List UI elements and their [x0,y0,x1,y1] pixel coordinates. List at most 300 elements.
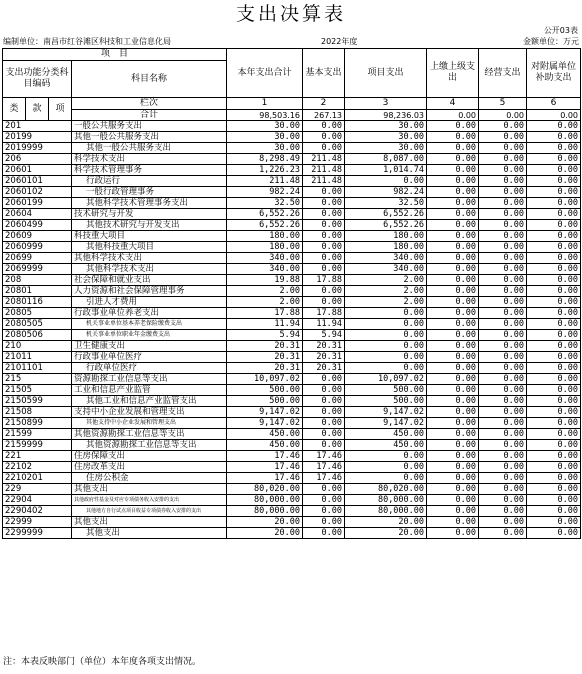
form-code: 公开03表 [543,26,578,35]
total-amount: 10,097.02 [227,374,303,385]
total-amount: 500.00 [227,385,303,396]
subject-name: 社会保障和就业支出 [72,275,227,286]
business-amount: 0.00 [479,198,527,209]
project-amount: 0.00 [345,176,427,187]
subject-name: 其他科学技术支出 [72,264,227,275]
total-amount: 9,147.02 [227,407,303,418]
total-amount: 11.94 [227,319,303,330]
col-upper-cell [427,98,479,121]
project-amount: 2.00 [345,286,427,297]
total-amount: 5.94 [227,330,303,341]
footnote: 注：本表反映部门（单位）本年度各项支出情况。 [3,657,202,667]
header-lei: 类 [3,98,26,121]
subject-name: 住房公积金 [72,473,227,484]
subsidy-amount: 0.00 [527,220,581,231]
total-amount: 211.48 [227,176,303,187]
col-number-1: 1 [227,98,302,110]
total-value-6: 0.00 [560,111,579,120]
total-amount: 450.00 [227,429,303,440]
subsidy-amount: 0.00 [527,132,581,143]
subject-code: 2060999 [3,242,72,253]
total-amount: 1,226.23 [227,165,303,176]
basic-amount: 0.00 [303,242,345,253]
table-row [3,242,581,253]
subject-code: 2060499 [3,220,72,231]
subject-code: 2299999 [3,528,72,539]
subject-name: 科学技术支出 [72,154,227,165]
subsidy-amount: 0.00 [527,165,581,176]
total-amount: 6,552.26 [227,209,303,220]
upper-amount: 0.00 [427,187,479,198]
business-amount: 0.00 [479,407,527,418]
business-amount: 0.00 [479,473,527,484]
upper-amount: 0.00 [427,517,479,528]
table-row [3,319,581,330]
basic-amount: 0.00 [303,396,345,407]
upper-amount: 0.00 [427,495,479,506]
project-amount: 30.00 [345,132,427,143]
upper-amount: 0.00 [427,242,479,253]
subsidy-amount: 0.00 [527,187,581,198]
subject-name: 其他科学技术管理事务支出 [72,198,227,209]
subsidy-amount: 0.00 [527,198,581,209]
business-amount: 0.00 [479,385,527,396]
business-amount: 0.00 [479,231,527,242]
upper-amount: 0.00 [427,528,479,539]
subject-name: 其他支出 [72,517,227,528]
table-row [3,396,581,407]
subject-code: 2159999 [3,440,72,451]
project-amount: 340.00 [345,253,427,264]
subject-name: 一般公共服务支出 [72,121,227,132]
subject-code: 2019999 [3,143,72,154]
project-amount: 500.00 [345,396,427,407]
col-basic-cell [303,98,345,121]
subject-name: 其他资源勘探工业信息等支出 [72,429,227,440]
subject-name: 其他工业和信息产业监管支出 [72,396,227,407]
total-amount: 20.31 [227,352,303,363]
col-number-4: 4 [427,98,478,110]
basic-amount: 0.00 [303,528,345,539]
table-row [3,176,581,187]
project-amount: 20.00 [345,528,427,539]
subject-code: 2080506 [3,330,72,341]
header-kuan: 款 [26,98,49,121]
basic-amount: 211.48 [303,165,345,176]
subject-name: 科学技术管理事务 [72,165,227,176]
subject-name: 行政运行 [72,176,227,187]
basic-amount: 0.00 [303,484,345,495]
table-row [3,407,581,418]
basic-amount: 0.00 [303,264,345,275]
table-row [3,352,581,363]
upper-amount: 0.00 [427,440,479,451]
col-subsidy-cell [527,98,581,121]
subject-code: 20805 [3,308,72,319]
business-amount: 0.00 [479,176,527,187]
business-amount: 0.00 [479,264,527,275]
header-business: 经营支出 [479,49,527,98]
table-row [3,451,581,462]
basic-amount: 0.00 [303,286,345,297]
basic-amount: 0.00 [303,132,345,143]
table-row [3,484,581,495]
subject-name: 行政单位医疗 [72,363,227,374]
table-row [3,264,581,275]
total-amount: 80,020.00 [227,484,303,495]
basic-amount: 20.31 [303,352,345,363]
table-row [3,143,581,154]
subject-code: 20699 [3,253,72,264]
subject-name: 住房保障支出 [72,451,227,462]
business-amount: 0.00 [479,209,527,220]
project-amount: 80,000.00 [345,506,427,517]
project-amount: 0.00 [345,352,427,363]
subsidy-amount: 0.00 [527,385,581,396]
col-project-cell [345,98,427,121]
total-amount: 9,147.02 [227,418,303,429]
table-row [3,429,581,440]
project-amount: 9,147.02 [345,418,427,429]
business-amount: 0.00 [479,143,527,154]
subject-code: 221 [3,451,72,462]
project-amount: 30.00 [345,143,427,154]
header-total: 本年支出合计 [227,49,303,98]
subject-name: 其他科技重大项目 [72,242,227,253]
business-amount: 0.00 [479,220,527,231]
basic-amount: 0.00 [303,517,345,528]
subject-name: 支持中小企业发展和管理支出 [72,407,227,418]
business-amount: 0.00 [479,286,527,297]
basic-amount: 17.46 [303,473,345,484]
total-amount: 340.00 [227,264,303,275]
upper-amount: 0.00 [427,154,479,165]
total-amount: 17.46 [227,462,303,473]
upper-amount: 0.00 [427,308,479,319]
table-row [3,330,581,341]
subject-name: 引进人才费用 [72,297,227,308]
subject-code: 2150599 [3,396,72,407]
upper-amount: 0.00 [427,319,479,330]
upper-amount: 0.00 [427,209,479,220]
subject-code: 20609 [3,231,72,242]
subsidy-amount: 0.00 [527,341,581,352]
upper-amount: 0.00 [427,374,479,385]
upper-amount: 0.00 [427,275,479,286]
subsidy-amount: 0.00 [527,473,581,484]
table-row [3,495,581,506]
total-amount: 20.00 [227,517,303,528]
business-amount: 0.00 [479,374,527,385]
subject-name: 技术研究与开发 [72,209,227,220]
upper-amount: 0.00 [427,429,479,440]
project-amount: 2.00 [345,297,427,308]
total-amount: 30.00 [227,132,303,143]
basic-amount: 0.00 [303,440,345,451]
subject-code: 2080505 [3,319,72,330]
total-amount: 30.00 [227,121,303,132]
business-amount: 0.00 [479,363,527,374]
basic-amount: 0.00 [303,231,345,242]
basic-amount: 11.94 [303,319,345,330]
table-row [3,231,581,242]
project-amount: 1,014.74 [345,165,427,176]
basic-amount: 211.48 [303,154,345,165]
project-amount: 2.00 [345,275,427,286]
subject-name: 机关事业单位基本养老保险缴费支出 [72,319,227,330]
total-value-5: 0.00 [506,111,525,120]
subsidy-amount: 0.00 [527,396,581,407]
business-amount: 0.00 [479,253,527,264]
subject-code: 22102 [3,462,72,473]
subject-name: 其他支出 [72,484,227,495]
page-title: 支出决算表 [235,3,346,25]
total-amount: 80,000.00 [227,506,303,517]
project-amount: 80,020.00 [345,484,427,495]
table-body [3,121,581,539]
subject-name: 机关事业单位职业年金缴费支出 [72,330,227,341]
upper-amount: 0.00 [427,165,479,176]
subsidy-amount: 0.00 [527,528,581,539]
business-amount: 0.00 [479,462,527,473]
basic-amount: 0.00 [303,198,345,209]
business-amount: 0.00 [479,341,527,352]
business-amount: 0.00 [479,506,527,517]
upper-amount: 0.00 [427,286,479,297]
business-amount: 0.00 [479,429,527,440]
table-row [3,154,581,165]
expenditure-table [2,48,581,539]
upper-amount: 0.00 [427,363,479,374]
subsidy-amount: 0.00 [527,176,581,187]
subject-code: 2080116 [3,297,72,308]
col-number-5: 5 [479,98,526,110]
upper-amount: 0.00 [427,418,479,429]
subject-name: 其他地方自行试点项目收益专项债券收入安排的支出 [72,506,227,517]
subject-name: 工业和信息产业监管 [72,385,227,396]
basic-amount: 17.88 [303,275,345,286]
total-amount: 17.46 [227,473,303,484]
upper-amount: 0.00 [427,385,479,396]
upper-amount: 0.00 [427,462,479,473]
subject-code: 20601 [3,165,72,176]
subject-code: 229 [3,484,72,495]
business-amount: 0.00 [479,484,527,495]
project-amount: 10,097.02 [345,374,427,385]
header-upper-payment: 上缴上级支出 [427,49,479,98]
subject-name: 其他支持中小企业发展和管理支出 [72,418,227,429]
basic-amount: 0.00 [303,385,345,396]
subject-name: 资源勘探工业信息等支出 [72,374,227,385]
project-amount: 0.00 [345,451,427,462]
upper-amount: 0.00 [427,341,479,352]
total-amount: 2.00 [227,297,303,308]
total-amount: 180.00 [227,242,303,253]
table-row [3,187,581,198]
header-lanci-cell [72,98,227,121]
basic-amount: 20.31 [303,341,345,352]
upper-amount: 0.00 [427,121,479,132]
total-amount: 20.31 [227,363,303,374]
subsidy-amount: 0.00 [527,451,581,462]
subsidy-amount: 0.00 [527,330,581,341]
total-amount: 20.31 [227,341,303,352]
subsidy-amount: 0.00 [527,429,581,440]
business-amount: 0.00 [479,154,527,165]
table-row [3,286,581,297]
total-amount: 180.00 [227,231,303,242]
total-value-2: 267.13 [314,111,343,120]
business-amount: 0.00 [479,495,527,506]
project-amount: 0.00 [345,308,427,319]
project-amount: 340.00 [345,264,427,275]
basic-amount: 0.00 [303,253,345,264]
table-row [3,374,581,385]
basic-amount: 0.00 [303,121,345,132]
table-row [3,297,581,308]
subject-code: 2210201 [3,473,72,484]
business-amount: 0.00 [479,297,527,308]
business-amount: 0.00 [479,121,527,132]
subsidy-amount: 0.00 [527,319,581,330]
business-amount: 0.00 [479,440,527,451]
total-amount: 17.88 [227,308,303,319]
basic-amount: 0.00 [303,418,345,429]
subsidy-amount: 0.00 [527,352,581,363]
upper-amount: 0.00 [427,176,479,187]
subject-code: 2290402 [3,506,72,517]
basic-amount: 17.46 [303,451,345,462]
basic-amount: 0.00 [303,187,345,198]
upper-amount: 0.00 [427,132,479,143]
total-amount: 80,000.00 [227,495,303,506]
total-amount: 8,298.49 [227,154,303,165]
subject-code: 2069999 [3,264,72,275]
subsidy-amount: 0.00 [527,506,581,517]
table-row [3,308,581,319]
subsidy-amount: 0.00 [527,275,581,286]
header-subject-name: 科目名称 [72,61,227,98]
upper-amount: 0.00 [427,220,479,231]
subject-code: 21599 [3,429,72,440]
project-amount: 30.00 [345,121,427,132]
total-amount: 32.50 [227,198,303,209]
project-amount: 0.00 [345,473,427,484]
table-row [3,506,581,517]
subsidy-amount: 0.00 [527,374,581,385]
project-amount: 6,552.26 [345,209,427,220]
business-amount: 0.00 [479,165,527,176]
subject-code: 2101101 [3,363,72,374]
subsidy-amount: 0.00 [527,407,581,418]
header-project: 项 目 [3,49,227,61]
project-amount: 180.00 [345,231,427,242]
total-amount: 500.00 [227,396,303,407]
subject-name: 其他支出 [72,528,227,539]
subject-name: 其他一般公共服务支出 [72,143,227,154]
header-total-label: 合计 [140,110,159,120]
project-amount: 0.00 [345,462,427,473]
subject-name: 卫生健康支出 [72,341,227,352]
subject-code: 2150899 [3,418,72,429]
project-amount: 20.00 [345,517,427,528]
subject-code: 2060199 [3,198,72,209]
subsidy-amount: 0.00 [527,418,581,429]
amount-unit: 金额单位：万元 [523,37,579,46]
table-row [3,165,581,176]
project-amount: 0.00 [345,319,427,330]
upper-amount: 0.00 [427,253,479,264]
subject-code: 2060101 [3,176,72,187]
subsidy-amount: 0.00 [527,495,581,506]
col-total-cell [227,98,303,121]
table-row [3,341,581,352]
business-amount: 0.00 [479,319,527,330]
business-amount: 0.00 [479,330,527,341]
subject-code: 2060102 [3,187,72,198]
subsidy-amount: 0.00 [527,143,581,154]
basic-amount: 0.00 [303,143,345,154]
subject-code: 21508 [3,407,72,418]
upper-amount: 0.00 [427,506,479,517]
subject-name: 住房改革支出 [72,462,227,473]
subsidy-amount: 0.00 [527,517,581,528]
project-amount: 80,000.00 [345,495,427,506]
subsidy-amount: 0.00 [527,121,581,132]
basic-amount: 0.00 [303,407,345,418]
subject-name: 科技重大项目 [72,231,227,242]
upper-amount: 0.00 [427,484,479,495]
subject-name: 人力资源和社会保障管理事务 [72,286,227,297]
subject-code: 201 [3,121,72,132]
project-amount: 0.00 [345,341,427,352]
subsidy-amount: 0.00 [527,484,581,495]
business-amount: 0.00 [479,451,527,462]
total-amount: 982.24 [227,187,303,198]
subject-code: 21505 [3,385,72,396]
header-project-expenditure: 项目支出 [345,49,427,98]
table-row [3,198,581,209]
subject-name: 其他技术研究与开发支出 [72,220,227,231]
table-row [3,473,581,484]
header-lanci: 栏次 [72,98,226,110]
total-amount: 19.88 [227,275,303,286]
subject-name: 其他政府性基金及对应专项债务收入安排的支出 [72,495,227,506]
subject-name: 其他一般公共服务支出 [72,132,227,143]
project-amount: 180.00 [345,242,427,253]
basic-amount: 0.00 [303,429,345,440]
project-amount: 32.50 [345,198,427,209]
subsidy-amount: 0.00 [527,264,581,275]
business-amount: 0.00 [479,418,527,429]
project-amount: 9,147.02 [345,407,427,418]
business-amount: 0.00 [479,132,527,143]
business-amount: 0.00 [479,352,527,363]
upper-amount: 0.00 [427,143,479,154]
basic-amount: 5.94 [303,330,345,341]
basic-amount: 0.00 [303,297,345,308]
total-amount: 20.00 [227,528,303,539]
basic-amount: 211.48 [303,176,345,187]
table-row [3,385,581,396]
subsidy-amount: 0.00 [527,308,581,319]
table-row [3,462,581,473]
upper-amount: 0.00 [427,352,479,363]
header-subsidy: 对附属单位补助支出 [527,49,581,98]
upper-amount: 0.00 [427,330,479,341]
business-amount: 0.00 [479,242,527,253]
subsidy-amount: 0.00 [527,363,581,374]
